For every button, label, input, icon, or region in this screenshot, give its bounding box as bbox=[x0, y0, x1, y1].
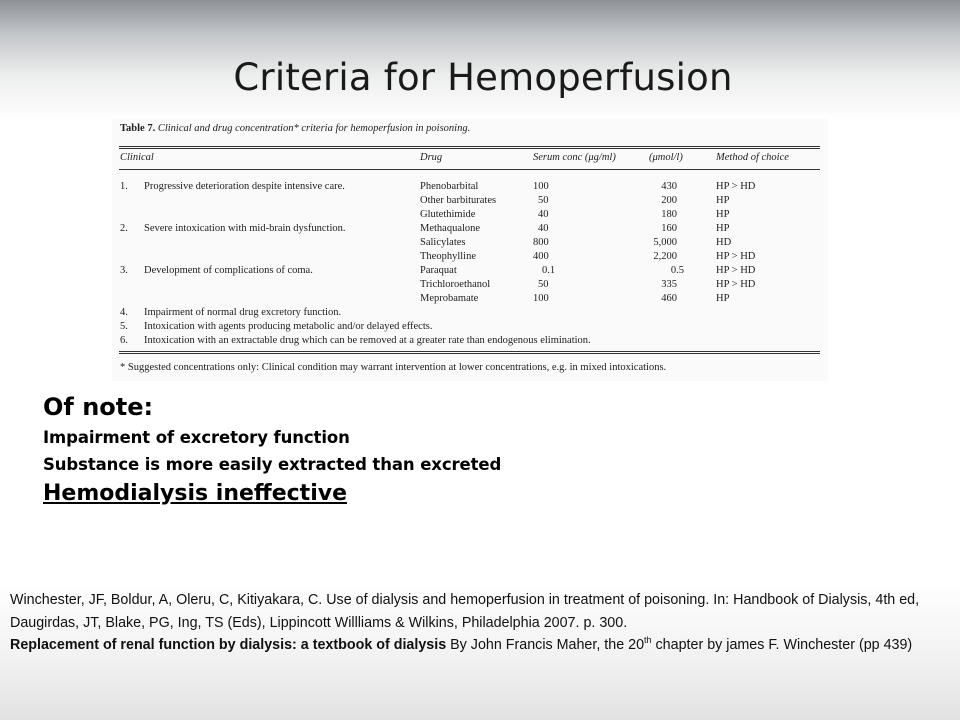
header-umol: (μmol/l) bbox=[649, 152, 683, 163]
header-clinical: Clinical bbox=[120, 152, 154, 163]
drug-umol: 335 bbox=[661, 279, 677, 290]
drug-umol: 200 bbox=[661, 195, 677, 206]
drug-method: HP bbox=[716, 195, 730, 206]
clinical-num: 6. bbox=[120, 335, 128, 346]
clinical-num: 1. bbox=[120, 181, 128, 192]
of-note-block bbox=[43, 390, 501, 511]
references bbox=[10, 589, 954, 657]
clinical-num: 4. bbox=[120, 307, 128, 318]
drug-name: Glutethimide bbox=[420, 209, 476, 220]
reference-2-text-a: By John Francis Maher, the 20 bbox=[446, 637, 645, 653]
drug-name: Trichloroethanol bbox=[420, 279, 491, 290]
table-footnote: * Suggested concentrations only: Clinical condition may warrant intervention at lower concentrations, e.g. in mixed intoxications. bbox=[120, 362, 667, 373]
drug-serum: 100 bbox=[533, 181, 549, 192]
reference-2-title: Replacement of renal function by dialysis: a textbook of dialysis bbox=[10, 637, 447, 653]
clinical-text: Intoxication with agents producing metabolic and/or delayed effects. bbox=[144, 321, 433, 332]
clinical-text: Severe intoxication with mid-brain dysfunction. bbox=[144, 223, 346, 234]
drug-umol: 430 bbox=[661, 181, 677, 192]
drug-method: HP bbox=[716, 293, 730, 304]
reference-2 bbox=[10, 634, 954, 657]
drug-serum: 100 bbox=[533, 293, 549, 304]
drug-method: HP bbox=[716, 209, 730, 220]
drug-serum: 50 bbox=[538, 195, 549, 206]
of-note-heading: Of note: bbox=[43, 393, 154, 421]
table-rule-bottom-2 bbox=[119, 353, 820, 354]
drug-serum: 400 bbox=[533, 251, 549, 262]
clinical-text: Progressive deterioration despite intensive care. bbox=[144, 181, 345, 192]
drug-umol: 2,200 bbox=[653, 251, 677, 262]
table-caption-text: Clinical and drug concentration* criteria for hemoperfusion in poisoning. bbox=[157, 123, 471, 134]
drug-umol: 0.5 bbox=[670, 265, 684, 276]
clinical-num: 5. bbox=[120, 321, 128, 332]
drug-method: HP bbox=[716, 223, 730, 234]
drug-name: Methaqualone bbox=[420, 223, 481, 234]
table-rule-bottom bbox=[119, 351, 820, 352]
clinical-text: Intoxication with an extractable drug which can be removed at a greater rate than endogenous elimination. bbox=[144, 335, 591, 346]
of-note-line-1: Impairment of excretory function bbox=[43, 428, 350, 447]
reference-1: Winchester, JF, Boldur, A, Oleru, C, Kitiyakara, C. Use of dialysis and hemoperfusion in treatment of poisoning. In: Handbook of Dialysis, 4th ed, Daugirdas, JT, Blake, PG, Ing, TS (Eds), Lippincott Willliams & Wilkins, Philadelphia 2007. p. 300. bbox=[10, 592, 920, 631]
drug-umol: 5,000 bbox=[653, 237, 677, 248]
drug-method: HP > HD bbox=[716, 265, 756, 276]
clinical-text: Impairment of normal drug excretory function. bbox=[144, 307, 342, 318]
criteria-table-image bbox=[112, 119, 828, 381]
drug-method: HD bbox=[716, 237, 732, 248]
of-note-emphasis: Hemodialysis ineffective bbox=[43, 481, 348, 506]
header-method: Method of choice bbox=[716, 152, 789, 163]
table-rule-top-2 bbox=[119, 148, 820, 149]
drug-name: Other barbiturates bbox=[420, 195, 497, 206]
header-drug: Drug bbox=[420, 152, 443, 163]
drug-serum: 40 bbox=[538, 223, 549, 234]
drug-name: Theophylline bbox=[420, 251, 476, 262]
table-caption-label: Table 7. bbox=[120, 123, 156, 134]
clinical-num: 2. bbox=[120, 223, 128, 234]
drug-name: Meprobamate bbox=[420, 293, 479, 304]
drug-serum: 0.1 bbox=[542, 265, 556, 276]
table-rule-top bbox=[119, 146, 820, 147]
drug-umol: 160 bbox=[661, 223, 677, 234]
clinical-num: 3. bbox=[120, 265, 128, 276]
drug-name: Paraquat bbox=[420, 265, 457, 276]
table-rule-header bbox=[119, 169, 820, 170]
table-caption bbox=[120, 123, 470, 134]
of-note-line-2: Substance is more easily extracted than excreted bbox=[43, 455, 502, 474]
drug-method: HP > HD bbox=[716, 181, 756, 192]
drug-name: Salicylates bbox=[420, 237, 466, 248]
drug-method: HP > HD bbox=[716, 251, 756, 262]
drug-method: HP > HD bbox=[716, 279, 756, 290]
header-serum-conc: Serum conc (μg/ml) bbox=[533, 152, 616, 163]
reference-2-sup: th bbox=[644, 635, 652, 646]
drug-serum: 40 bbox=[538, 209, 549, 220]
drug-umol: 460 bbox=[661, 293, 677, 304]
drug-serum: 800 bbox=[533, 237, 549, 248]
reference-2-text-b: chapter by james F. Winchester (pp 439) bbox=[651, 637, 913, 653]
drug-serum: 50 bbox=[538, 279, 549, 290]
slide-title: Criteria for Hemoperfusion bbox=[233, 56, 733, 99]
drug-umol: 180 bbox=[661, 209, 677, 220]
drug-name: Phenobarbital bbox=[420, 181, 479, 192]
clinical-text: Development of complications of coma. bbox=[144, 265, 313, 276]
